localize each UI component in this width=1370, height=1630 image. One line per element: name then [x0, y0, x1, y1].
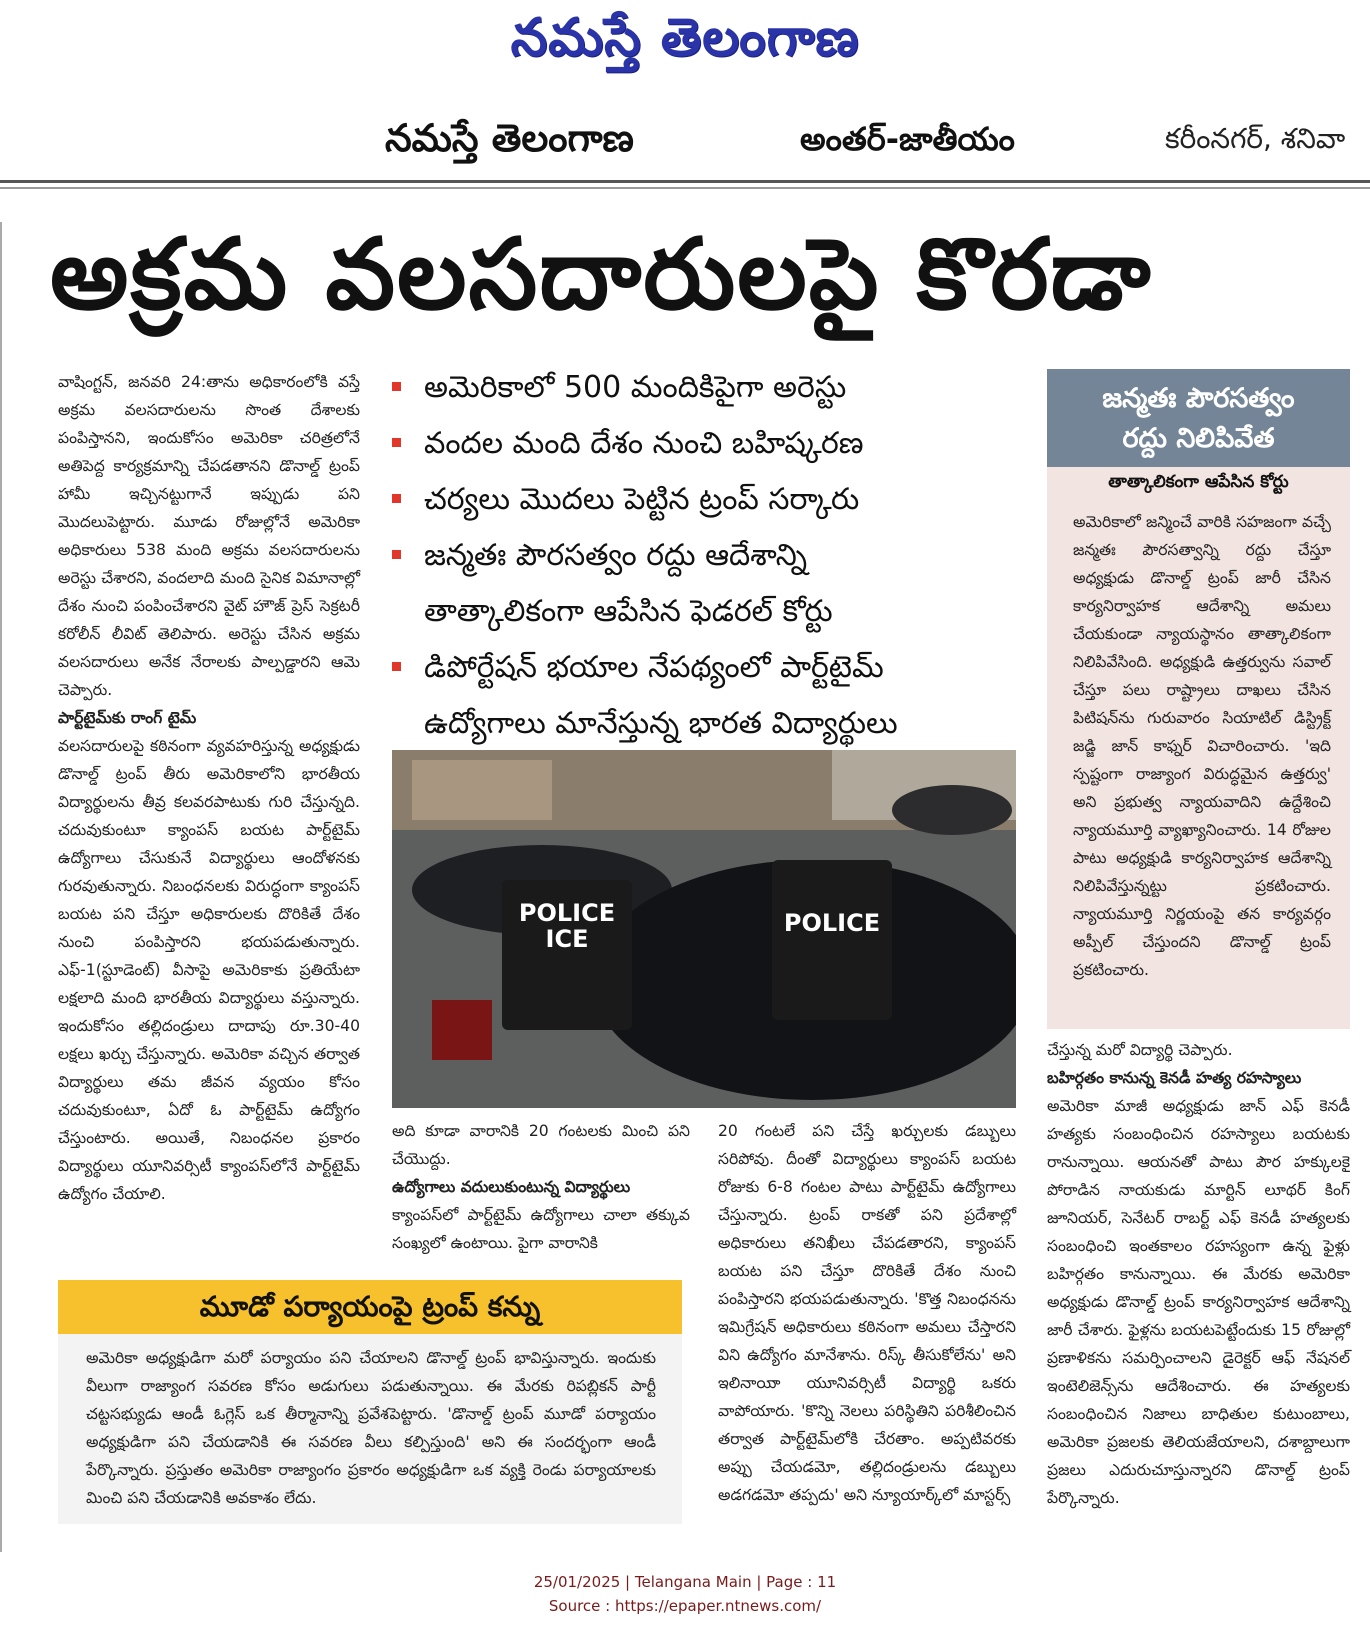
article-column-3: [718, 1117, 1016, 1509]
article-column-2: [392, 1117, 690, 1257]
paragraph: క్యాంపస్‌లో పార్ట్‌టైమ్ ఉద్యోగాలు చాలా తక్కువ సంఖ్యలో ఉంటాయి. పైగా వారానికి: [392, 1206, 690, 1252]
footer-edition: 25/01/2025 | Telangana Main | Page : 11: [533, 1573, 837, 1591]
vest-label: POLICE ICE: [518, 899, 616, 953]
subheading: పార్ట్‌టైమ్‌కు రాంగ్ టైమ్: [58, 709, 197, 727]
article-column-1: [58, 368, 360, 1208]
sidebar-title-line-1: జన్మతః పౌరసత్వం: [1102, 383, 1295, 414]
news-photo: [392, 750, 1016, 1108]
highlights: [392, 360, 1032, 752]
footer: [0, 1570, 1370, 1618]
header-rule-thin: [0, 187, 1370, 189]
highlight-item: వందల మంది దేశం నుంచి బహిష్కరణ: [392, 416, 1032, 472]
highlight-item: చర్యలు మొదలు పెట్టిన ట్రంప్ సర్కారు: [392, 472, 1032, 528]
highlight-item-continued: ఉద్యోగాలు మానేస్తున్న భారత విద్యార్థులు: [424, 706, 898, 741]
sidebar-title-line-2: రద్దు నిలిపివేత: [1122, 423, 1275, 454]
highlight-item-continued: తాత్కాలికంగా ఆపేసిన ఫెడరల్ కోర్టు: [424, 594, 833, 629]
paper-name: నమస్తే తెలంగాణ: [385, 116, 634, 160]
bullet-square-icon: [392, 494, 401, 503]
paragraph: వాషింగ్టన్, జనవరి 24:తాను అధికారంలోకి వస్తే అక్రమ వలసదారులను సొంత దేశాలకు పంపిస్తానని, ఇందుకోసం అమెరికా చరిత్రలోనే అతిపెద్ద కార్యక్రమాన్ని చేపడతానని డొనాల్డ్ ట్రంప్ హామీ ఇచ్చినట్టుగానే ఇప్పుడు పని మొదలుపెట్టారు. మూడు రోజుల్లోనే అమెరికా అధికారులు 538 మంది అక్రమ వలసదారులను అరెస్టు చేశారని, వందలాది మంది సైనిక విమానాల్లో దేశం నుంచి పంపించేశారని వైట్ హౌజ్ ప్రెస్ సెక్రటరీ కరోలీన్ లీవిట్ తెలిపారు. అరెస్టు చేసిన అక్రమ వలసదారులు అనేక నేరాలకు పాల్పడ్డారని ఆమె చెప్పారు.: [58, 373, 360, 699]
third-term-title: మూడో పర్యాయంపై ట్రంప్ కన్ను: [58, 1280, 682, 1334]
subheading: బహిర్గతం కానున్న కెనడీ హత్య రహస్యాలు: [1047, 1069, 1302, 1087]
highlight-item: జన్మతః పౌరసత్వం రద్దు ఆదేశాన్ని: [392, 528, 1032, 584]
paragraph: 20 గంటలే పని చేస్తే ఖర్చులకు డబ్బులు సరిపోవు. దీంతో విద్యార్థులు క్యాంపస్ బయట రోజుకు 6-8 గంటల పాటు పార్ట్‌టైమ్ ఉద్యోగాలు చేస్తున్నారు. ట్రంప్ రాకతో పని ప్రదేశాల్లో అధికారులు తనిఖీలు చేపడతారని, క్యాంపస్ బయట పని చేస్తూ దొరికితే దేశం నుంచి పంపిస్తారని భయపడుతున్నారు. 'కొత్త నిబంధనను ఇమిగ్రేషన్ అధికారులు కఠినంగా అమలు చేస్తారని విని ఉద్యోగం మానేశాను. రిస్క్ తీసుకోలేను' అని ఇలినాయిా యూనివర్సిటీ విద్యార్థి ఒకరు వాపోయారు. 'కొన్ని నెలలు పరిస్థితిని పరిశీలించిన తర్వాత పార్ట్‌టైమ్‌లోకి చేరతాం. అప్పటివరకు అప్పు చేయడమో, తల్లిదండ్రులను డబ్బులు అడగడమో తప్పదు' అని న్యూయార్క్‌లో మాస్టర్స్: [718, 1122, 1016, 1504]
subheading: ఉద్యోగాలు వదులుకుంటున్న విద్యార్థులు: [392, 1178, 631, 1196]
officer-vest: [772, 860, 892, 1020]
highlight-item: డిపోర్టేషన్ భయాల నేపథ్యంలో పార్ట్‌టైమ్: [392, 640, 1032, 696]
bullet-square-icon: [392, 438, 401, 447]
masthead: [0, 0, 1370, 78]
headline: అక్రమ వలసదారులపై కొరడా: [50, 218, 1153, 332]
third-term-text: అమెరికా అధ్యక్షుడిగా మరో పర్యాయం పని చేయాలని డొనాల్డ్ ట్రంప్ భావిస్తున్నారు. ఇందుకు వీలుగా రాజ్యాంగ సవరణ కోసం అడుగులు పడుతున్నాయి. ఈ మేరకు రిపబ్లికన్ పార్టీ చట్టసభ్యుడు ఆండీ ఓగ్లెస్ ఒక తీర్మానాన్ని ప్రవేశపెట్టారు. 'డొనాల్డ్ ట్రంప్ మూడో పర్యాయం అధ్యక్షుడిగా పని చేయడానికి ఈ సవరణ వీలు కల్పిస్తుంది' అని ఈ సందర్భంగా ఆండీ పేర్కొన్నారు. ప్రస్తుతం అమెరికా రాజ్యాంగం ప్రకారం అధ్యక్షుడిగా ఒక వ్యక్తి రెండు పర్యాయాలకు మించి పని చేయడానికి అవకాశం లేదు.: [86, 1349, 656, 1507]
sidebar-text: అమెరికాలో జన్మించే వారికి సహజంగా వచ్చే జన్మతః పౌరసత్వాన్ని రద్దు చేస్తూ అధ్యక్షుడు డొనాల్డ్ ట్రంప్ జారీ చేసిన కార్యనిర్వాహక ఆదేశాన్ని అమలు చేయకుండా న్యాయస్థానం తాత్కాలికంగా నిలిపివేసింది. అధ్యక్షుడి ఉత్తర్వును సవాల్ చేస్తూ పలు రాష్ట్రాలు దాఖలు చేసిన పిటిషన్‌ను గురువారం సియాటిల్ డిస్ట్రిక్ట్ జడ్జి జాన్ కాఫ్నర్ విచారించారు. 'ఇది స్పష్టంగా రాజ్యాంగ విరుద్ధమైన ఉత్తర్వు' అని ప్రభుత్వ న్యాయవాదిని ఉద్దేశించి న్యాయమూర్తి వ్యాఖ్యానించారు. 14 రోజుల పాటు అధ్యక్షుడి కార్యనిర్వాహక ఆదేశాన్ని నిలిపివేస్తున్నట్టు ప్రకటించారు. న్యాయమూర్తి నిర్ణయంపై తన కార్యవర్గం అప్పీల్ చేస్తుందని డొనాల్డ్ ట్రంప్ ప్రకటించారు.: [1073, 513, 1331, 979]
sidebar-header: [1047, 369, 1350, 467]
footer-source: Source : https://epaper.ntnews.com/: [548, 1597, 822, 1615]
photo-scene: [392, 750, 1016, 1108]
left-border: [0, 222, 2, 1552]
masthead-logo-text: నమస్తే తెలంగాణ: [510, 8, 860, 68]
paragraph: వలసదారులపై కఠినంగా వ్యవహరిస్తున్న అధ్యక్షుడు డొనాల్డ్ ట్రంప్ తీరు అమెరికాలోని భారతీయ విద్యార్థులను తీవ్ర కలవరపాటుకు గురి చేస్తున్నది. చదువుకుంటూ క్యాంపస్ బయట పార్ట్‌టైమ్ ఉద్యోగాలు చేసుకునే విద్యార్థులు ఆందోళనకు గురవుతున్నారు. నిబంధనలకు విరుద్ధంగా క్యాంపస్ బయట పని చేస్తూ అధికారులకు దొరికితే దేశం నుంచి పంపిస్తారని భయపడుతున్నారు. ఎఫ్-1(స్టూడెంట్) వీసాపై అమెరికాకు ప్రతియేటా లక్షలాది మంది భారతీయ విద్యార్థులు వస్తున్నారు. ఇందుకోసం తల్లిదండ్రులు దాదాపు రూ.30-40 లక్షలు ఖర్చు చేస్తున్నారు. అమెరికా వచ్చిన తర్వాత విద్యార్థులు తమ జీవన వ్యయం కోసం చదువుకుంటూ, ఏదో ఓ పార్ట్‌టైమ్ ఉద్యోగం చేస్తుంటారు. అయితే, నిబంధనల ప్రకారం విద్యార్థులు యూనివర్సిటీ క్యాంపస్‌లోనే పార్ట్‌టైమ్ ఉద్యోగం చేయాలి.: [58, 737, 360, 1203]
paragraph: చేస్తున్న మరో విద్యార్థి చెప్పారు.: [1047, 1041, 1233, 1059]
header-rule: [0, 180, 1370, 183]
article-column-4: [1047, 1036, 1350, 1512]
vest-label: POLICE: [783, 909, 881, 937]
bullet-square-icon: [392, 550, 401, 559]
highlight-item: అమెరికాలో 500 మందికిపైగా అరెస్టు: [392, 360, 1032, 416]
sidebar-subheading: తాత్కాలికంగా ఆపేసిన కోర్టు: [1108, 472, 1289, 492]
bullet-square-icon: [392, 382, 401, 391]
place-date: కరీంనగర్, శనివా: [1165, 122, 1346, 155]
section-name: అంతర్-జాతీయం: [800, 120, 1015, 158]
paragraph: అమెరికా మాజీ అధ్యక్షుడు జాన్ ఎఫ్ కెనడీ హత్యకు సంబంధించిన రహస్యాలు బయటకు రానున్నాయి. ఆయనతో పాటు పౌర హక్కులకై పోరాడిన నాయకుడు మార్టిన్ లూథర్ కింగ్ జూనియర్, సెనేటర్ రాబర్ట్ ఎఫ్ కెనడీ హత్యలకు సంబంధించి ఇంతకాలం రహస్యంగా ఉన్న ఫైళ్లు బహిర్గతం కానున్నాయి. ఈ మేరకు అమెరికా అధ్యక్షుడు డొనాల్డ్ ట్రంప్ కార్యనిర్వాహక ఆదేశాన్ని జారీ చేశారు. ఫైళ్లను బయటపెట్టేందుకు 15 రోజుల్లో ప్రణాళికను సమర్పించాలని డైరెక్టర్ ఆఫ్ నేషనల్ ఇంటెలిజెన్స్‌ను ఆదేశించారు. ఈ హత్యలకు సంబంధించిన నిజాలు బాధితుల కుటుంబాలు, అమెరికా ప్రజలకు తెలియజేయాలని, దశాబ్దాలుగా ప్రజలు ఎదురుచూస్తున్నారని డొనాల్డ్ ట్రంప్ పేర్కొన్నారు.: [1047, 1097, 1350, 1507]
page-header: [0, 106, 1370, 172]
bullet-square-icon: [392, 662, 401, 671]
paragraph: అది కూడా వారానికి 20 గంటలకు మించి పని చేయొద్దు.: [392, 1122, 690, 1168]
